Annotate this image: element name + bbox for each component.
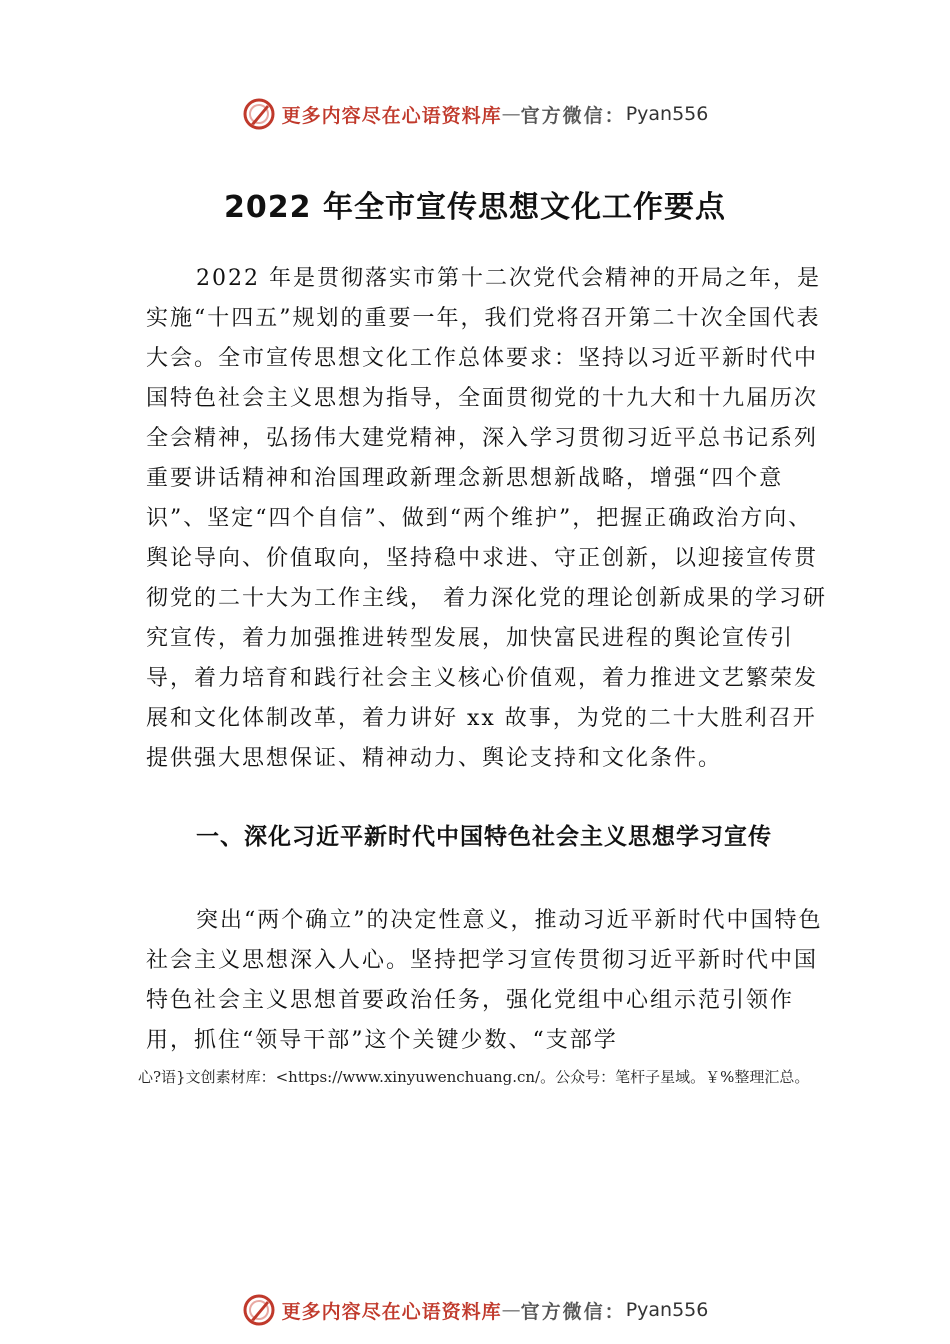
source-footnote: 心?语}文创素材库：<https://www.xinyuwenchuang.cn/。公众号：笔杆子星域。￥%整理汇总。: [138, 1068, 810, 1086]
paragraph-section-1: [146, 901, 836, 1061]
quill-seal-icon: [242, 1293, 276, 1327]
quill-seal-icon: [242, 97, 276, 131]
paragraph-intro: [146, 259, 836, 779]
section-heading-1-text: 一、深化习近平新时代中国特色社会主义思想学习宣传: [196, 824, 772, 850]
paragraph-intro-text: 2022 年是贯彻落实市第十二次党代会精神的开局之年，是实施“十四五”规划的重要一年，我们党将召开第二十次全国代表大会。全市宣传思想文化工作总体要求：坚持以习近平新时代中国特色社会主义思想为指导，全面贯彻党的十九大和十九届历次全会精神，弘扬伟大建党精神，深入学习贯彻习近平总书记系列重要讲话精神和治国理政新理念新思想新战略，增强“四个意识”、坚定“四个自信”、做到“两个维护”，把握正确政治方向、舆论导向、价值取向，坚持稳中求进、守正创新，以迎接宣传贯彻党的二十大为工作主线， 着力深化党的理论创新成果的学习研究宣传，着力加强推进转型发展，加快富民进程的舆论宣传引导，着力培育和践行社会主义核心价值观，着力推进文艺繁荣发展和文化体制改革，着力讲好 xx 故事，为党的二十大胜利召开提供强大思想保证、精神动力、舆论支持和文化条件。: [146, 266, 827, 771]
banner-main-text: 更多内容尽在心语资料库: [281, 104, 502, 127]
paragraph-section-1-text: 突出“两个确立”的决定性意义，推动习近平新时代中国特色社会主义思想深入人心。坚持把学习宣传贯彻习近平新时代中国特色社会主义思想首要政治任务，强化党组中心组示范引领作用，抓住“领导干部”这个关键少数、“支部学: [146, 908, 823, 1053]
banner-wechat-id: Pyan556: [625, 1299, 709, 1321]
footer-banner: [0, 1290, 950, 1330]
banner-separator: —: [501, 103, 521, 125]
banner-separator: —: [501, 1299, 521, 1321]
header-banner: [0, 94, 950, 134]
banner-main-text: 更多内容尽在心语资料库: [281, 1300, 502, 1323]
banner-wechat-id: Pyan556: [625, 103, 709, 125]
section-heading-1: [146, 815, 836, 859]
banner-official-label: 官方微信：: [520, 1300, 626, 1323]
document-title: 2022 年全市宣传思想文化工作要点: [224, 190, 726, 225]
banner-official-label: 官方微信：: [520, 104, 626, 127]
